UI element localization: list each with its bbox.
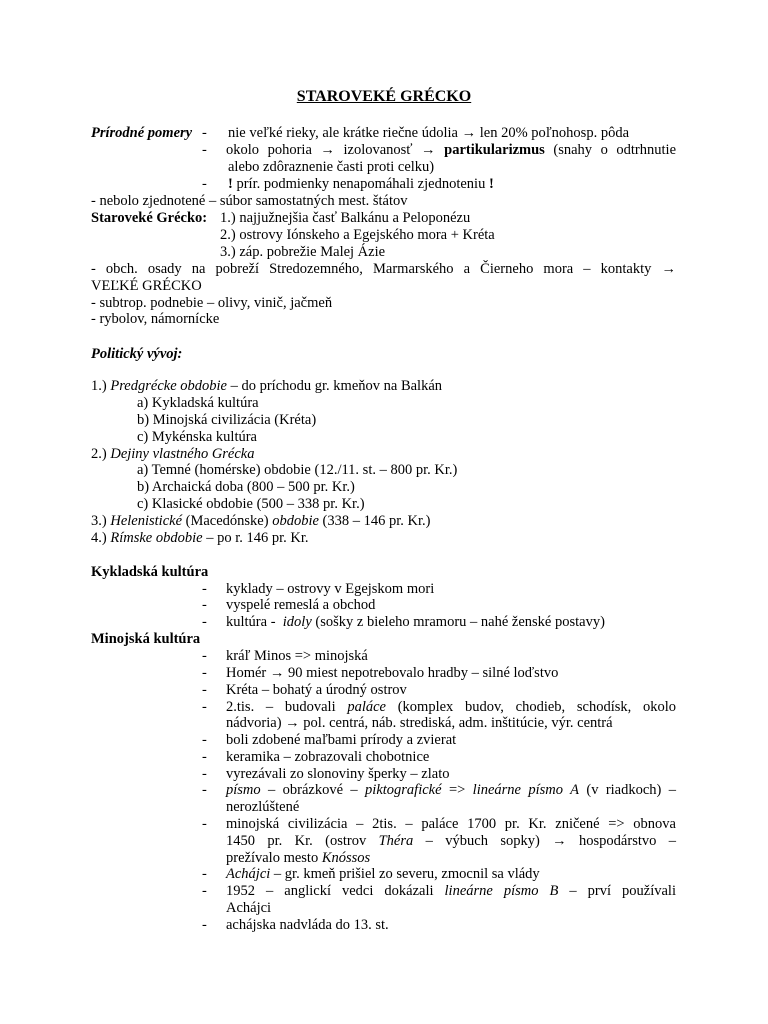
prirodne-text-2	[226, 142, 676, 159]
period-2	[91, 446, 255, 463]
dash: -	[202, 665, 207, 681]
period-name: obdobie	[272, 513, 319, 529]
num: 2.)	[91, 446, 107, 462]
dash: -	[202, 782, 207, 798]
text	[226, 782, 676, 799]
period-name: Helenistické	[110, 513, 183, 529]
sg-label: Staroveké Grécko:	[91, 210, 208, 226]
text: 1450 pr. Kr. (ostrov	[226, 833, 367, 849]
text: Achájci	[226, 900, 272, 916]
text: – gr. kmeň prišiel zo severu, zmocnil sa vlády	[273, 866, 540, 882]
text: =>	[448, 782, 466, 798]
partikularizmus-term: partikularizmus	[444, 142, 545, 158]
thera-term: Théra	[378, 833, 414, 849]
dash: -	[202, 699, 207, 715]
text: (v riadkoch) –	[586, 782, 676, 798]
dash: -	[202, 883, 207, 899]
text: – výbuch sopky) → hospodárstvo –	[425, 833, 676, 849]
prirodne-text-3: alebo zdôraznenie časti proti celku)	[228, 159, 435, 175]
achajci-term: Achájci	[226, 866, 271, 882]
piktograficke-term: piktografické	[365, 782, 442, 798]
period-4	[91, 530, 309, 547]
period-name: Dejiny vlastného Grécka	[110, 446, 255, 462]
num: 3.)	[91, 513, 107, 529]
dash: -	[202, 682, 207, 698]
text	[226, 850, 370, 867]
text: vyspelé remeslá a obchod	[226, 597, 376, 613]
dash: -	[202, 614, 207, 630]
text: 2.tis. – budovali	[226, 699, 336, 715]
text	[226, 614, 605, 631]
linear-b-term: lineárne písmo B	[444, 883, 559, 899]
dash: -	[202, 917, 207, 933]
text: kultúra -	[226, 614, 276, 630]
text	[226, 866, 540, 883]
text: (338 – 146 pr. Kr.)	[322, 513, 431, 529]
period-1	[91, 378, 442, 395]
dash: -	[202, 142, 207, 158]
text	[226, 699, 676, 716]
text	[226, 883, 676, 900]
sub-item: c) Mykénska kultúra	[137, 429, 257, 445]
idoly-term: idoly	[282, 614, 312, 630]
section-heading: Kykladská kultúra	[91, 564, 209, 580]
sub-item: b) Minojská civilizácia (Kréta)	[137, 412, 317, 428]
prirodne-text-4	[228, 176, 494, 193]
text: kyklady – ostrovy v Egejskom mori	[226, 581, 435, 597]
knossos-term: Knóssos	[321, 850, 371, 866]
dash: -	[202, 766, 207, 782]
text: Kréta – bohatý a úrodný ostrov	[226, 682, 407, 698]
text: - subtrop. podnebie – olivy, vinič, jačmeň	[91, 295, 333, 311]
sub-item: a) Temné (homérske) obdobie (12./11. st. – 800 pr. Kr.)	[137, 462, 458, 478]
text: – obrázkové –	[268, 782, 358, 798]
text: 1952 – anglickí vedci dokázali	[226, 883, 434, 899]
text: – prví používali	[569, 883, 676, 899]
prirodne-label: Prírodné pomery	[91, 125, 193, 141]
dash: -	[202, 816, 207, 832]
pismo-term: písmo	[226, 782, 261, 798]
text: prežívalo mesto	[226, 850, 319, 866]
linear-a-term: lineárne písmo A	[472, 782, 579, 798]
dash: -	[202, 581, 207, 597]
dash: -	[202, 732, 207, 748]
dash: -	[202, 648, 207, 664]
palace-term: paláce	[347, 699, 386, 715]
dash: -	[202, 597, 207, 613]
exclamation: !	[228, 176, 233, 192]
page-title: STAROVEKÉ GRÉCKO	[296, 88, 472, 105]
velke-grecko: VEĽKÉ GRÉCKO	[91, 278, 202, 294]
text: kráľ Minos => minojská	[226, 648, 368, 664]
period-name: Predgrécke obdobie	[110, 378, 227, 394]
text: achájska nadvláda do 13. st.	[226, 917, 389, 933]
text: minojská civilizácia – 2tis. – paláce 1700 pr. Kr. zničené => obnova	[226, 816, 676, 832]
text: (snahy o odtrhnutie	[553, 142, 677, 158]
text: – do príchodu gr. kmeňov na Balkán	[230, 378, 443, 394]
sg-item-1: 1.) najjužnejšia časť Balkánu a Peloponézu	[220, 210, 471, 226]
sub-item: c) Klasické obdobie (500 – 338 pr. Kr.)	[137, 496, 365, 512]
text: okolo pohoria → izolovanosť →	[226, 142, 436, 158]
prirodne-text-1: nie veľké rieky, ale krátke riečne údolia → len 20% poľnohosp. pôda	[228, 125, 630, 141]
period-3	[91, 513, 430, 530]
exclamation: !	[488, 176, 494, 192]
dash: -	[202, 125, 207, 141]
text: keramika – zobrazovali chobotnice	[226, 749, 430, 765]
dash: -	[202, 866, 207, 882]
text: Homér → 90 miest nepotrebovalo hradby – silné loďstvo	[226, 665, 559, 681]
dash: -	[202, 749, 207, 765]
sg-item-3: 3.) záp. pobrežie Malej Ázie	[220, 244, 386, 260]
section-heading: Politický vývoj:	[91, 346, 183, 362]
num: 1.)	[91, 378, 107, 394]
text: – po r. 146 pr. Kr.	[206, 530, 309, 546]
period-name: Rímske obdobie	[110, 530, 203, 546]
text	[226, 833, 676, 850]
text: nerozlúštené	[226, 799, 300, 815]
sub-item: b) Archaická doba (800 – 500 pr. Kr.)	[137, 479, 355, 495]
text: prír. podmienky nenapomáhali zjednoteniu	[236, 176, 486, 192]
text: boli zdobené maľbami prírody a zvierat	[226, 732, 457, 748]
sub-item: a) Kykladská kultúra	[137, 395, 259, 411]
text: - rybolov, námornícke	[91, 311, 220, 327]
text: (komplex budov, chodieb, schodísk, okolo	[397, 699, 677, 715]
text: - nebolo zjednotené – súbor samostatných mest. štátov	[91, 193, 408, 209]
dash: -	[202, 176, 207, 192]
sg-item-2: 2.) ostrovy Iónskeho a Egejského mora + Kréta	[220, 227, 495, 243]
text: (sošky z bieleho mramoru – nahé ženské postavy)	[315, 614, 605, 630]
text: vyrezávali zo slonoviny šperky – zlato	[226, 766, 450, 782]
num: 4.)	[91, 530, 107, 546]
obch-text: - obch. osady na pobreží Stredozemného, Marmarského a Čierneho mora – kontakty →	[91, 261, 676, 277]
section-heading: Minojská kultúra	[91, 631, 201, 647]
text: (Macedónske)	[185, 513, 269, 529]
text: nádvoria) → pol. centrá, náb. strediská, adm. inštitúcie, výr. centrá	[226, 715, 613, 731]
